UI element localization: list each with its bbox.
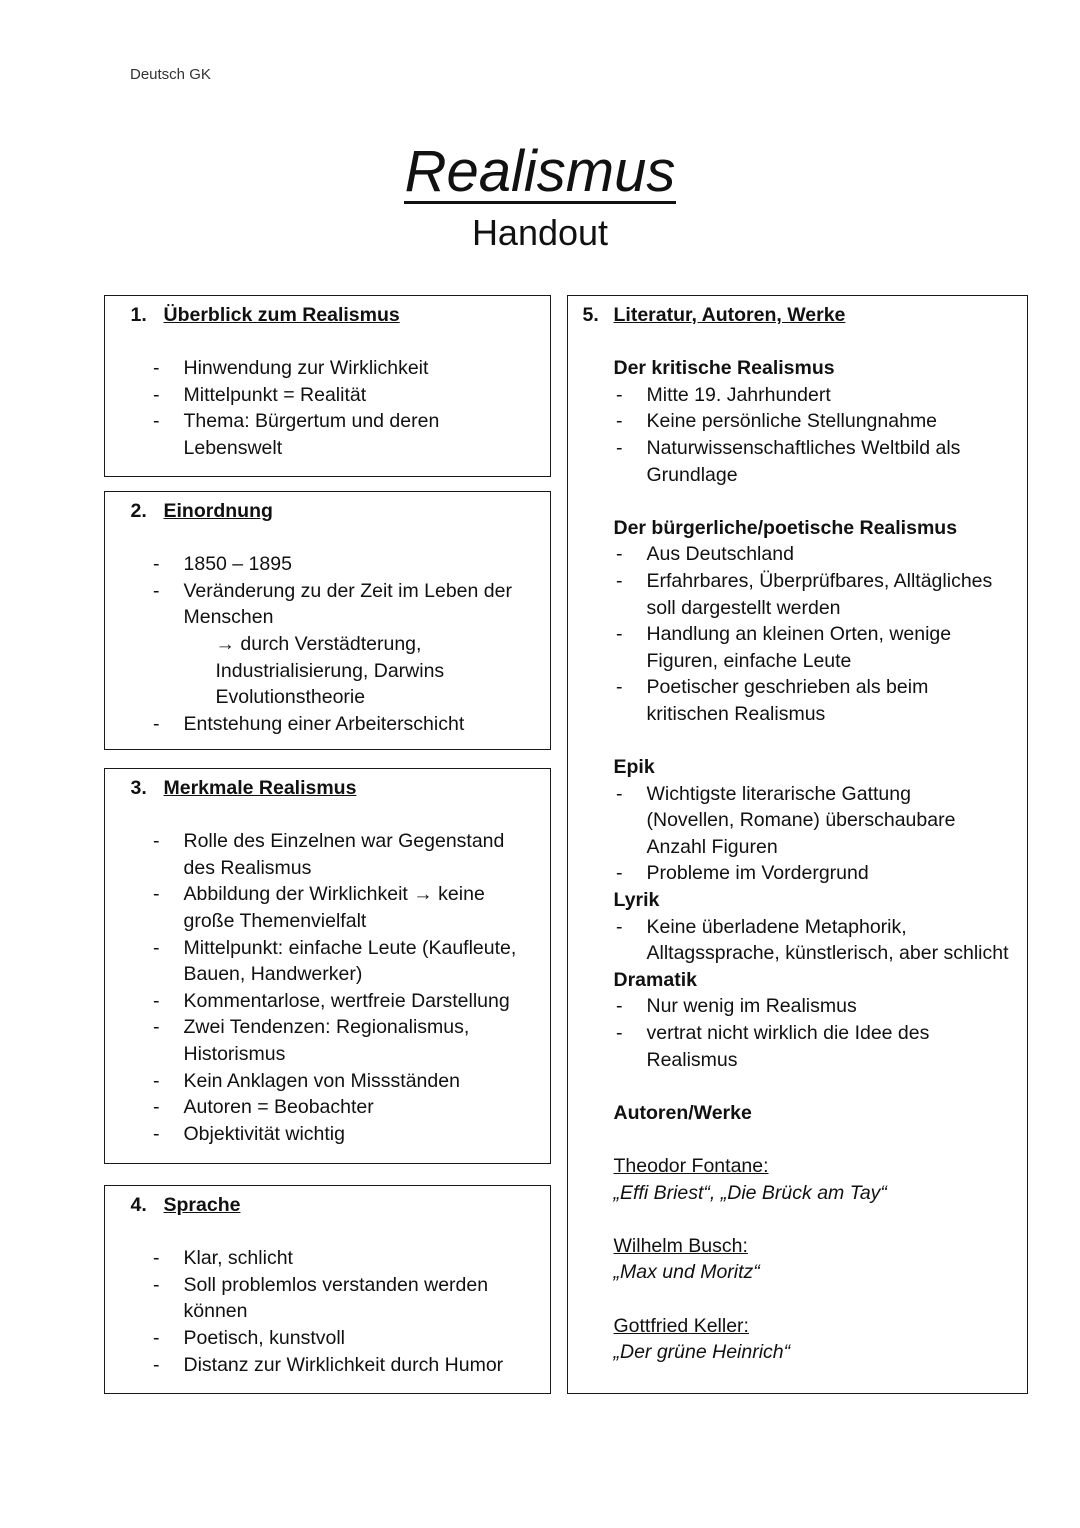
list-item bbox=[105, 355, 550, 382]
list-item-text: Keine persönliche Stellungnahme bbox=[646, 410, 938, 433]
list-item-text: Kein Anklagen von Missständen bbox=[183, 1069, 460, 1092]
list-item bbox=[105, 1068, 550, 1095]
bullet-dash: - bbox=[616, 915, 623, 938]
list-item bbox=[568, 914, 1027, 967]
bullet-dash: - bbox=[153, 553, 160, 576]
list-item bbox=[105, 828, 550, 881]
genre-heading: Epik bbox=[613, 756, 655, 779]
bullet-dash: - bbox=[153, 1096, 160, 1119]
section-box-features bbox=[104, 768, 551, 1164]
list-item-text: 1850 – 1895 bbox=[183, 553, 292, 576]
bullet-dash: - bbox=[153, 1016, 160, 1039]
list-item-text: Aus Deutschland bbox=[646, 543, 794, 566]
bullet-dash: - bbox=[616, 676, 623, 699]
section-heading bbox=[568, 302, 1027, 329]
bullet-dash: - bbox=[153, 1122, 160, 1145]
list-item bbox=[105, 711, 550, 738]
list-item-text: Naturwissenschaftliches Weltbild als Grundlage bbox=[646, 436, 961, 486]
genre-heading: Lyrik bbox=[613, 889, 660, 912]
bullet-dash: - bbox=[153, 1247, 160, 1270]
list-item-text: Autoren = Beobachter bbox=[183, 1096, 374, 1119]
list-item bbox=[105, 1245, 550, 1272]
list-item-text: Veränderung zu der Zeit im Leben der Menschen bbox=[183, 579, 512, 629]
author-name: Theodor Fontane: bbox=[613, 1155, 769, 1177]
bullet-dash: - bbox=[153, 989, 160, 1012]
section-title: Sprache bbox=[163, 1194, 241, 1216]
list-item-text: Zwei Tendenzen: Regionalismus, Historismus bbox=[183, 1016, 470, 1065]
list-item bbox=[568, 674, 1027, 727]
section-title: Einordnung bbox=[163, 500, 273, 522]
subsection-genres bbox=[568, 754, 1027, 1073]
list-item bbox=[568, 860, 1027, 887]
page-subtitle: Handout bbox=[471, 212, 609, 253]
list-item bbox=[568, 993, 1027, 1020]
section-heading bbox=[105, 498, 550, 525]
bullet-list bbox=[105, 355, 550, 461]
list-item bbox=[105, 935, 550, 988]
list-item bbox=[105, 408, 550, 461]
list-item-text: Probleme im Vordergrund bbox=[646, 862, 869, 885]
list-item-note: → durch Verstädterung, Industrialisierung, Darwins Evolutionstheorie bbox=[215, 632, 445, 709]
list-item bbox=[568, 382, 1027, 409]
bullet-dash: - bbox=[153, 410, 160, 433]
section-title: Literatur, Autoren, Werke bbox=[613, 304, 846, 326]
section-number: 5. bbox=[582, 304, 599, 326]
list-item-text: Hinwendung zur Wirklichkeit bbox=[183, 357, 429, 380]
list-item-text: Entstehung einer Arbeiterschicht bbox=[183, 712, 465, 735]
section-heading bbox=[105, 1192, 550, 1219]
bullet-dash: - bbox=[153, 1069, 160, 1092]
bullet-dash: - bbox=[616, 782, 623, 805]
list-item bbox=[568, 568, 1027, 621]
list-item bbox=[568, 408, 1027, 435]
bullet-dash: - bbox=[153, 830, 160, 853]
bullet-dash: - bbox=[616, 410, 623, 433]
list-item bbox=[568, 781, 1027, 861]
page-title: Realismus bbox=[404, 139, 676, 204]
bullet-dash: - bbox=[616, 436, 623, 459]
list-item bbox=[105, 1094, 550, 1121]
list-item bbox=[105, 1325, 550, 1352]
bullet-dash: - bbox=[616, 569, 623, 592]
list-item-text: Nur wenig im Realismus bbox=[646, 995, 857, 1018]
bullet-list bbox=[105, 828, 550, 1147]
list-item-text: Rolle des Einzelnen war Gegenstand des Realismus bbox=[183, 830, 505, 879]
section-number: 4. bbox=[130, 1194, 147, 1216]
section-number: 1. bbox=[130, 304, 147, 326]
section-title: Überblick zum Realismus bbox=[163, 304, 400, 326]
list-item-text: Erfahrbares, Überprüfbares, Alltägliches soll dargestellt werden bbox=[646, 569, 993, 619]
section-title: Merkmale Realismus bbox=[163, 777, 357, 799]
author-works: „Max und Moritz“ bbox=[613, 1261, 760, 1284]
list-item-text: vertrat nicht wirklich die Idee des Realismus bbox=[646, 1022, 930, 1071]
author-works: „Der grüne Heinrich“ bbox=[613, 1341, 791, 1364]
bullet-dash: - bbox=[616, 383, 623, 406]
bullet-dash: - bbox=[153, 1273, 160, 1296]
author-name: Wilhelm Busch: bbox=[613, 1234, 748, 1257]
list-item-text: Soll problemlos verstanden werden können bbox=[183, 1273, 489, 1323]
list-item-text: Mitte 19. Jahrhundert bbox=[646, 383, 831, 406]
bullet-dash: - bbox=[153, 579, 160, 602]
bullet-dash: - bbox=[153, 383, 160, 406]
list-item-text: Thema: Bürgertum und deren Lebenswelt bbox=[183, 410, 440, 459]
list-item-text: Handlung an kleinen Orten, wenige Figuren, einfache Leute bbox=[646, 623, 952, 672]
title-block bbox=[0, 139, 1080, 204]
list-item bbox=[105, 578, 550, 711]
bullet-dash: - bbox=[616, 1022, 623, 1045]
list-item bbox=[568, 435, 1027, 488]
author-name: Gottfried Keller: bbox=[613, 1314, 749, 1337]
list-item bbox=[568, 541, 1027, 568]
bullet-list bbox=[105, 1245, 550, 1378]
list-item-text: Keine überladene Metaphorik, Alltagssprache, künstlerisch, aber schlicht bbox=[646, 915, 1009, 965]
bullet-dash: - bbox=[616, 995, 623, 1018]
subsection-poetic-realism bbox=[568, 515, 1027, 728]
course-label: Deutsch GK bbox=[130, 66, 211, 83]
author-entry bbox=[568, 1313, 1027, 1366]
section-box-language bbox=[104, 1185, 551, 1394]
bullet-list bbox=[105, 551, 550, 737]
authors-heading: Autoren/Werke bbox=[613, 1101, 752, 1124]
list-item bbox=[568, 621, 1027, 674]
section-heading bbox=[105, 302, 550, 329]
list-item-text: Objektivität wichtig bbox=[183, 1122, 345, 1145]
bullet-dash: - bbox=[153, 883, 160, 906]
bullet-dash: - bbox=[153, 936, 160, 959]
section-box-classification bbox=[104, 491, 551, 750]
subsection-critical-realism bbox=[568, 355, 1027, 488]
bullet-dash: - bbox=[153, 357, 160, 380]
bullet-dash: - bbox=[153, 712, 160, 735]
genre-heading: Dramatik bbox=[613, 968, 697, 991]
subsection-heading: Der kritische Realismus bbox=[613, 357, 835, 380]
author-works: „Effi Briest“, „Die Brück am Tay“ bbox=[613, 1181, 887, 1204]
list-item-text: Poetisch, kunstvoll bbox=[183, 1326, 345, 1349]
bullet-dash: - bbox=[616, 623, 623, 646]
bullet-dash: - bbox=[153, 1353, 160, 1376]
section-box-overview bbox=[104, 295, 551, 477]
list-item bbox=[105, 881, 550, 934]
section-number: 2. bbox=[130, 500, 147, 522]
list-item bbox=[105, 1014, 550, 1067]
list-item-text: Wichtigste literarische Gattung (Novellen, Romane) überschaubare Anzahl Figuren bbox=[646, 782, 956, 858]
list-item bbox=[105, 551, 550, 578]
bullet-dash: - bbox=[153, 1326, 160, 1349]
list-item-text: Kommentarlose, wertfreie Darstellung bbox=[183, 989, 510, 1012]
list-item-text: Abbildung der Wirklichkeit → keine große Themenvielfalt bbox=[183, 883, 485, 932]
list-item bbox=[105, 1121, 550, 1148]
list-item-text: Poetischer geschrieben als beim kritischen Realismus bbox=[646, 676, 929, 725]
author-entry bbox=[568, 1153, 1027, 1206]
list-item bbox=[568, 1020, 1027, 1073]
list-item bbox=[105, 1352, 550, 1379]
list-item-text: Klar, schlicht bbox=[183, 1247, 293, 1270]
bullet-dash: - bbox=[616, 543, 623, 566]
list-item-text: Distanz zur Wirklichkeit durch Humor bbox=[183, 1353, 504, 1376]
list-item bbox=[105, 382, 550, 409]
list-item-text: Mittelpunkt = Realität bbox=[183, 383, 367, 406]
subsection-heading: Der bürgerliche/poetische Realismus bbox=[613, 516, 958, 539]
list-item bbox=[105, 1272, 550, 1325]
list-item-text: Mittelpunkt: einfache Leute (Kaufleute, Bauen, Handwerker) bbox=[183, 936, 517, 986]
section-heading bbox=[105, 775, 550, 802]
author-entry bbox=[568, 1233, 1027, 1286]
list-item bbox=[105, 988, 550, 1015]
bullet-dash: - bbox=[616, 862, 623, 885]
section-number: 3. bbox=[130, 777, 147, 799]
section-box-literature bbox=[567, 295, 1028, 1394]
